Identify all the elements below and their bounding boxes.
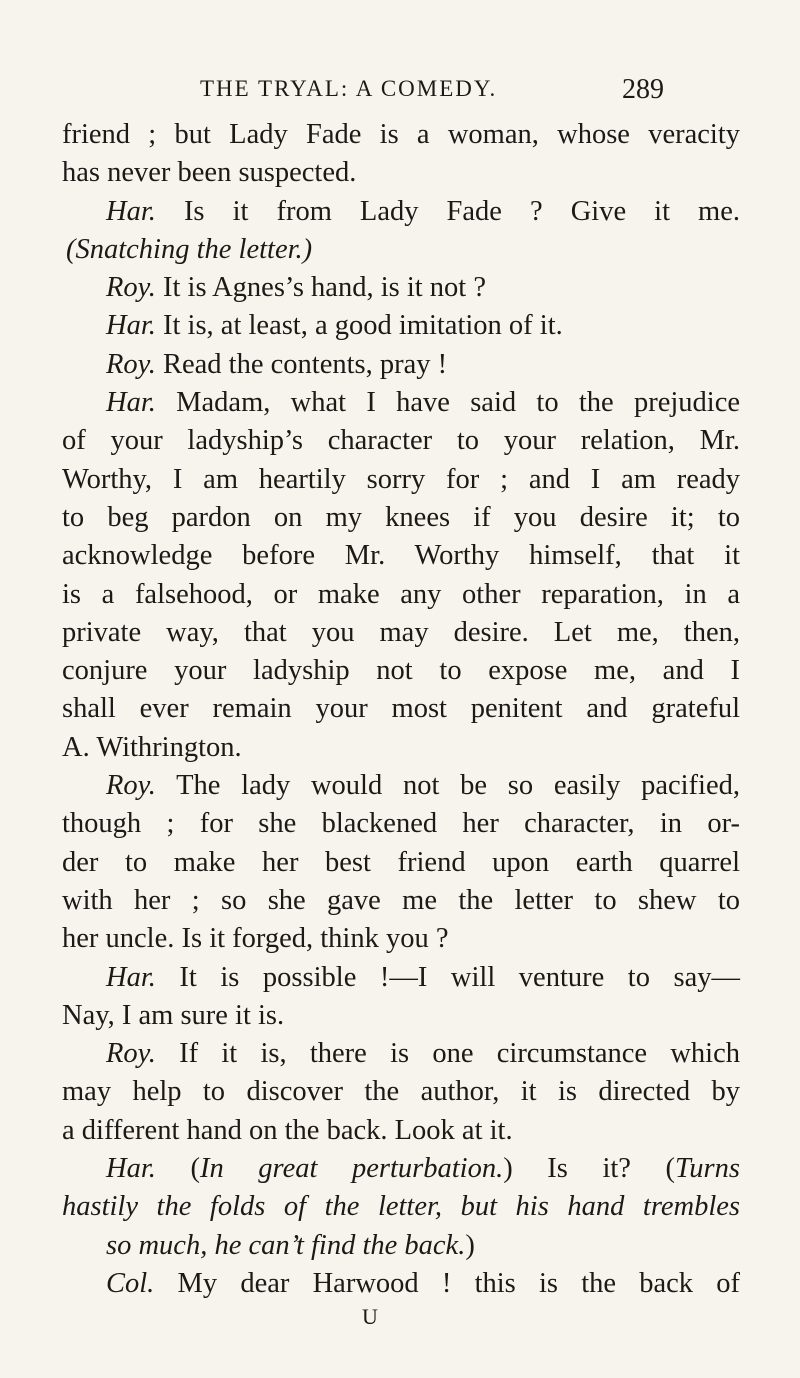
text-segment: The lady would not be so easily pacified, (155, 770, 740, 802)
italic-text: Har. (106, 387, 156, 419)
page-number: 289 (622, 74, 664, 105)
text-line (62, 269, 740, 307)
text-segment: with her ; so she gave me the letter to shew to (62, 884, 740, 916)
text-line (62, 346, 740, 384)
text-segment: acknowledge before Mr. Worthy himself, that it (62, 540, 740, 572)
text-segment: ) (465, 1229, 475, 1261)
italic-text: Turns (675, 1153, 740, 1185)
text-line (62, 997, 740, 1035)
text-segment: is a falsehood, or make any other reparation, in a (62, 578, 740, 610)
text-segment: ) Is it? ( (503, 1153, 676, 1185)
italic-text: Har. (106, 961, 156, 993)
italic-text: Roy. (106, 272, 156, 304)
text-line (62, 882, 740, 920)
text-line (62, 1150, 740, 1188)
text-line (62, 729, 740, 767)
text-line (62, 1073, 740, 1111)
text-segment: a different hand on the back. Look at it. (62, 1114, 513, 1146)
text-line (62, 690, 740, 728)
italic-text: Har. (106, 310, 156, 342)
text-line (62, 384, 740, 422)
text-segment: My dear Harwood ! this is the back of (154, 1267, 740, 1299)
text-line (62, 1112, 740, 1150)
text-line (62, 461, 740, 499)
text-segment: It is Agnes’s hand, is it not ? (155, 272, 486, 304)
text-line (62, 767, 740, 805)
page-header (0, 76, 800, 116)
text-line (62, 805, 740, 843)
text-segment: der to make her best friend upon earth quarrel (62, 846, 740, 878)
italic-text: Har. (106, 1153, 156, 1185)
text-line (62, 844, 740, 882)
text-segment: friend ; but Lady Fade is a woman, whose veracity (62, 119, 740, 150)
text-segment: to beg pardon on my knees if you desire it; to (62, 501, 740, 533)
text-line (62, 959, 740, 997)
text-line (62, 1265, 740, 1303)
text-segment: ( (155, 1153, 200, 1185)
text-segment: Is it from Lady Fade ? Give it me. (155, 195, 740, 227)
text-segment: shall ever remain your most penitent and grateful (62, 693, 740, 725)
signature-mark: U (362, 1304, 378, 1329)
text-segment: private way, that you may desire. Let me, then, (62, 616, 740, 648)
italic-text: so much, he can’t find the back. (106, 1229, 466, 1261)
text-segment: It is possible !—I will venture to say— (155, 961, 740, 993)
text-segment: Read the contents, pray ! (155, 348, 448, 380)
text-segment: Madam, what I have said to the prejudice (155, 387, 740, 419)
text-segment: has never been suspected. (62, 157, 357, 189)
text-line (62, 422, 740, 460)
text-segment: Worthy, I am heartily sorry for ; and I am ready (62, 463, 740, 495)
italic-text: (Snatching the letter.) (66, 233, 313, 265)
text-line (62, 652, 740, 690)
text-line (62, 1188, 740, 1226)
italic-text: In great perturbation. (199, 1153, 504, 1185)
italic-text: Har. (106, 195, 156, 227)
text-line (62, 231, 740, 269)
text-line (62, 116, 740, 154)
italic-text: hastily the folds of the letter, but his hand trembles (62, 1191, 740, 1223)
text-line (62, 193, 740, 231)
italic-text: Roy. (106, 770, 156, 802)
text-line (62, 1035, 740, 1073)
text-segment: of your ladyship’s character to your relation, Mr. (62, 425, 740, 457)
text-segment: may help to discover the author, it is directed by (62, 1076, 740, 1108)
italic-text: Roy. (106, 1038, 156, 1070)
text-segment: her uncle. Is it forged, think you ? (62, 923, 449, 955)
text-line (62, 307, 740, 345)
text-segment: conjure your ladyship not to expose me, and I (62, 655, 740, 687)
italic-text: Roy. (106, 348, 156, 380)
body-text (62, 116, 740, 1303)
text-segment: though ; for she blackened her character, in or- (62, 808, 740, 840)
text-line (62, 614, 740, 652)
text-line (62, 499, 740, 537)
text-line (62, 537, 740, 575)
text-line (62, 1227, 740, 1265)
text-segment: A. Withrington. (62, 731, 242, 763)
italic-text: Col. (106, 1267, 155, 1299)
running-head: THE TRYAL: A COMEDY. (200, 76, 498, 101)
text-line (62, 154, 740, 192)
text-segment: It is, at least, a good imitation of it. (155, 310, 563, 342)
text-segment: If it is, there is one circumstance which (155, 1038, 740, 1070)
text-line (62, 576, 740, 614)
text-line (62, 920, 740, 958)
text-segment: Nay, I am sure it is. (62, 999, 285, 1031)
